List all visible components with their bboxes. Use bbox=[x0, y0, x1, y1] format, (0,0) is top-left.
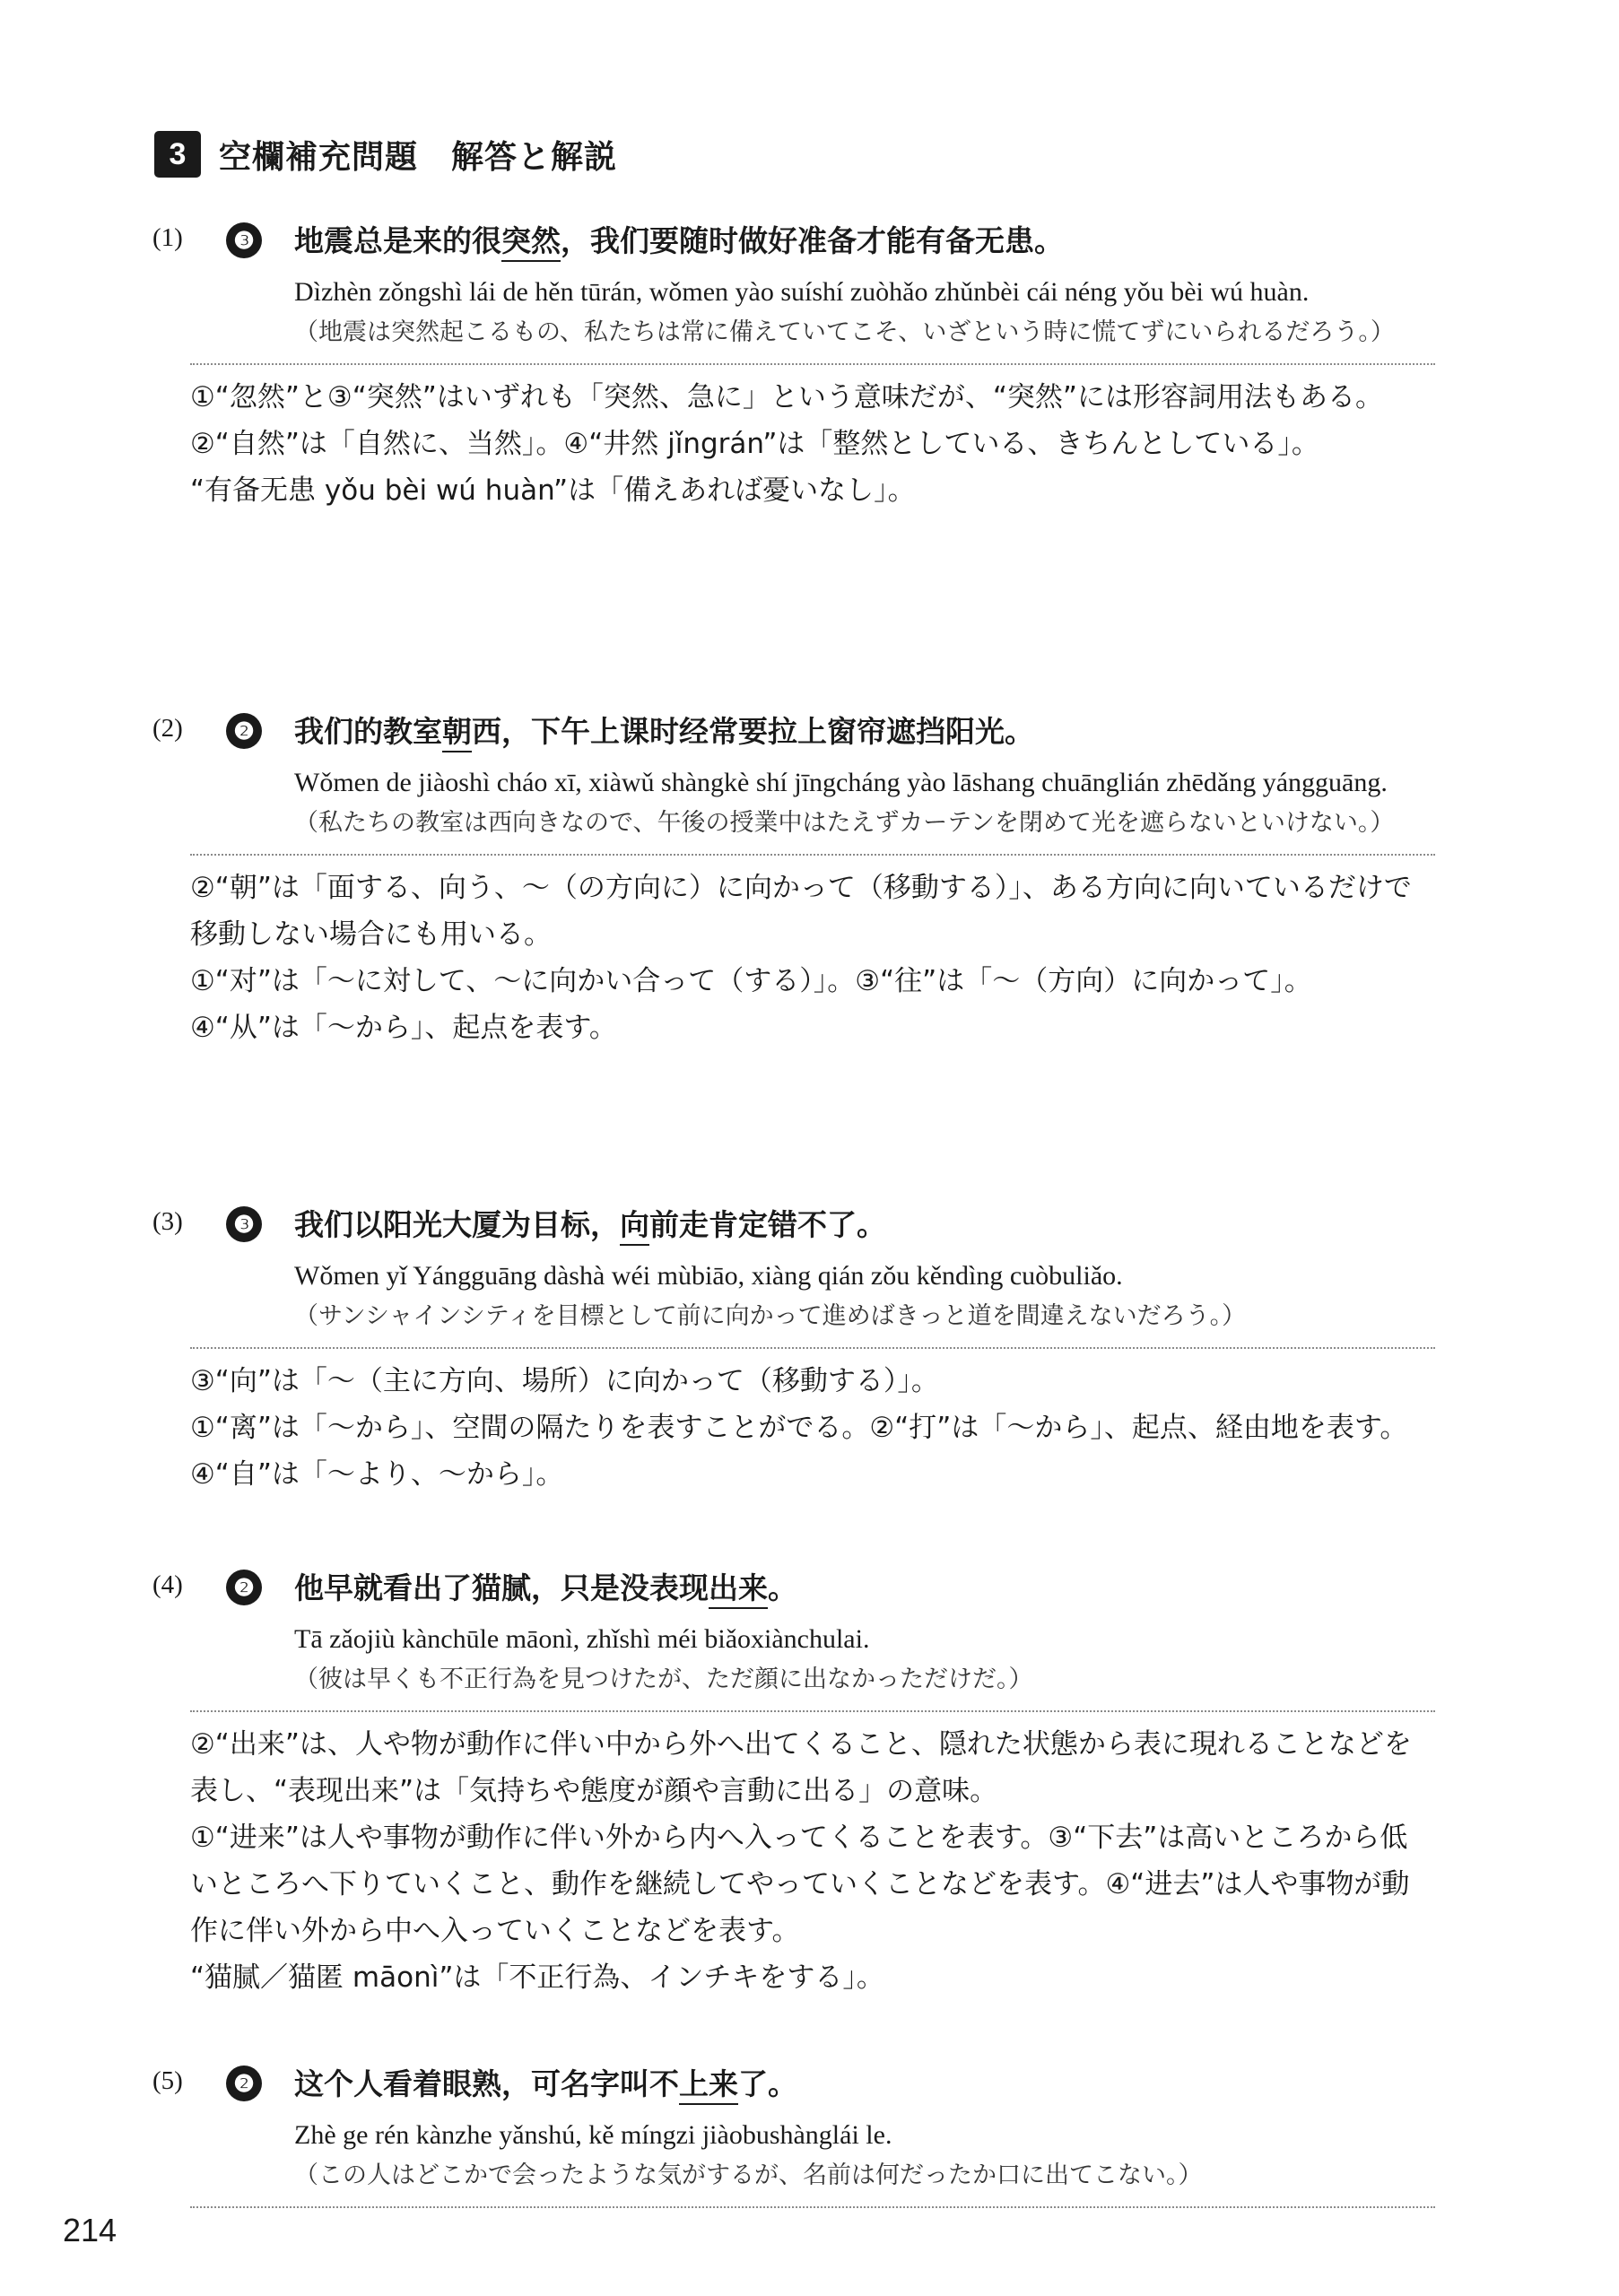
divider bbox=[190, 1710, 1435, 1712]
question-number: (3) bbox=[152, 1207, 183, 1236]
explanation-line: ②“自然”は「自然に、当然」。④“井然 jǐngrán”は「整然としている、きちんとしている」。 bbox=[190, 428, 1319, 460]
translation: （私たちの教室は西向きなので、午後の授業中はたえずカーテンを閉めて光を遮らないといけない。） bbox=[294, 809, 1395, 837]
translation: （この人はどこかで会ったような気がするが、名前は何だったか口に出てこない。） bbox=[294, 2161, 1203, 2189]
question-sentence: 我们的教室朝西，下午上课时经常要拉上窗帘遮挡阳光。 bbox=[294, 709, 1034, 751]
explanation bbox=[190, 865, 1435, 1051]
answer-badge: ❷ bbox=[226, 713, 262, 749]
underlined-answer: 突然 bbox=[501, 223, 561, 262]
explanation-line: ②“朝”は「面する、向う、～（の方向に）に向かって（移動する）」、ある方向に向いているだけで移動しない場合にも用いる。 bbox=[190, 872, 1412, 951]
underlined-answer: 向 bbox=[620, 1207, 649, 1246]
underlined-answer: 朝 bbox=[442, 714, 472, 752]
pinyin: Zhè ge rén kànzhe yǎnshú, kě míngzi jiàobushànglái le. bbox=[294, 2120, 892, 2150]
section-title: 空欄補充問題 解答と解説 bbox=[219, 138, 618, 176]
answer-badge: ❸ bbox=[226, 222, 262, 258]
explanation-line: ①“离”は「～から」、空間の隔たりを表すことがでる。②“打”は「～から」、起点、経由地を表す。④“自”は「～より、～から」。 bbox=[190, 1412, 1408, 1491]
explanation bbox=[190, 1358, 1435, 1498]
explanation-line: ①“忽然”と③“突然”はいずれも「突然、急に」という意味だが、“突然”には形容詞用法もある。 bbox=[190, 381, 1383, 413]
question-3 bbox=[152, 1202, 1435, 1498]
divider bbox=[190, 363, 1435, 365]
question-sentence: 地震总是来的很突然，我们要随时做好准备才能有备无患。 bbox=[294, 218, 1064, 260]
explanation-line: ④“从”は「～から」、起点を表す。 bbox=[190, 1012, 617, 1044]
divider bbox=[190, 854, 1435, 856]
underlined-answer: 出来 bbox=[709, 1570, 768, 1609]
explanation-line: ②“出来”は、人や物が動作に伴い中から外へ出てくること、隠れた状態から表に現れることなどを表し、“表现出来”は「気持ちや態度が顔や言動に出る」の意味。 bbox=[190, 1728, 1412, 1807]
answer-badge: ❷ bbox=[226, 2066, 262, 2101]
question-sentence: 这个人看着眼熟，可名字叫不上来了。 bbox=[294, 2061, 797, 2103]
translation: （サンシャインシティを目標として前に向かって進めばきっと道を間違えないだろう。） bbox=[294, 1302, 1247, 1330]
question-4 bbox=[152, 1565, 1435, 2001]
question-number: (2) bbox=[152, 714, 183, 743]
answer-badge: ❸ bbox=[226, 1206, 262, 1242]
section-number-badge: 3 bbox=[154, 131, 201, 178]
question-sentence: 他早就看出了猫腻，只是没表现出来。 bbox=[294, 1565, 797, 1607]
explanation-line: ③“向”は「～（主に方向、場所）に向かって（移動する）」。 bbox=[190, 1365, 939, 1397]
question-2 bbox=[152, 709, 1435, 1051]
answer-badge: ❷ bbox=[226, 1570, 262, 1605]
question-number: (4) bbox=[152, 1570, 183, 1599]
explanation-line: “有备无患 yǒu bèi wú huàn”は「備えあれば憂いなし」。 bbox=[190, 474, 916, 507]
question-1 bbox=[152, 218, 1435, 514]
translation: （彼は早くも不正行為を見つけたが、ただ顔に出なかっただけだ。） bbox=[294, 1665, 1033, 1693]
question-number: (5) bbox=[152, 2066, 183, 2095]
translation: （地震は突然起こるもの、私たちは常に備えていてこそ、いざという時に慌てずにいられるだろう。） bbox=[294, 318, 1395, 346]
question-sentence: 我们以阳光大厦为目标，向前走肯定错不了。 bbox=[294, 1202, 886, 1244]
explanation bbox=[190, 1721, 1435, 2001]
pinyin: Wǒmen yǐ Yángguāng dàshà wéi mùbiāo, xiàng qián zǒu kěndìng cuòbuliǎo. bbox=[294, 1261, 1123, 1291]
pinyin: Dìzhèn zǒngshì lái de hěn tūrán, wǒmen yào suíshí zuòhǎo zhǔnbèi cái néng yǒu bèi wú huàn. bbox=[294, 277, 1310, 307]
divider bbox=[190, 1347, 1435, 1349]
section-header bbox=[154, 131, 617, 178]
page-number: 214 bbox=[63, 2212, 118, 2248]
divider bbox=[190, 2206, 1435, 2208]
question-number: (1) bbox=[152, 223, 183, 252]
explanation-line: ①“对”は「～に対して、～に向かい合って（する）」。③“往”は「～（方向）に向かって」。 bbox=[190, 965, 1312, 997]
question-5 bbox=[152, 2061, 1435, 2208]
pinyin: Wǒmen de jiàoshì cháo xī, xiàwǔ shàngkè shí jīngcháng yào lāshang chuānglián zhēdǎng yángguāng. bbox=[294, 768, 1388, 797]
underlined-answer: 上来 bbox=[679, 2066, 738, 2105]
explanation-line: “猫腻／猫匿 māonì”は「不正行為、インチキをする」。 bbox=[190, 1961, 884, 1994]
pinyin: Tā zǎojiù kànchūle māonì, zhǐshì méi biǎoxiànchulai. bbox=[294, 1624, 870, 1654]
explanation bbox=[190, 374, 1435, 514]
explanation-line: ①“进来”は人や事物が動作に伴い外から内へ入ってくることを表す。③“下去”は高いところから低いところへ下りていくこと、動作を継続してやっていくことなどを表す。④“进去”は人や事物が動作に伴い外から中へ入っていくことなどを表す。 bbox=[190, 1822, 1410, 1947]
